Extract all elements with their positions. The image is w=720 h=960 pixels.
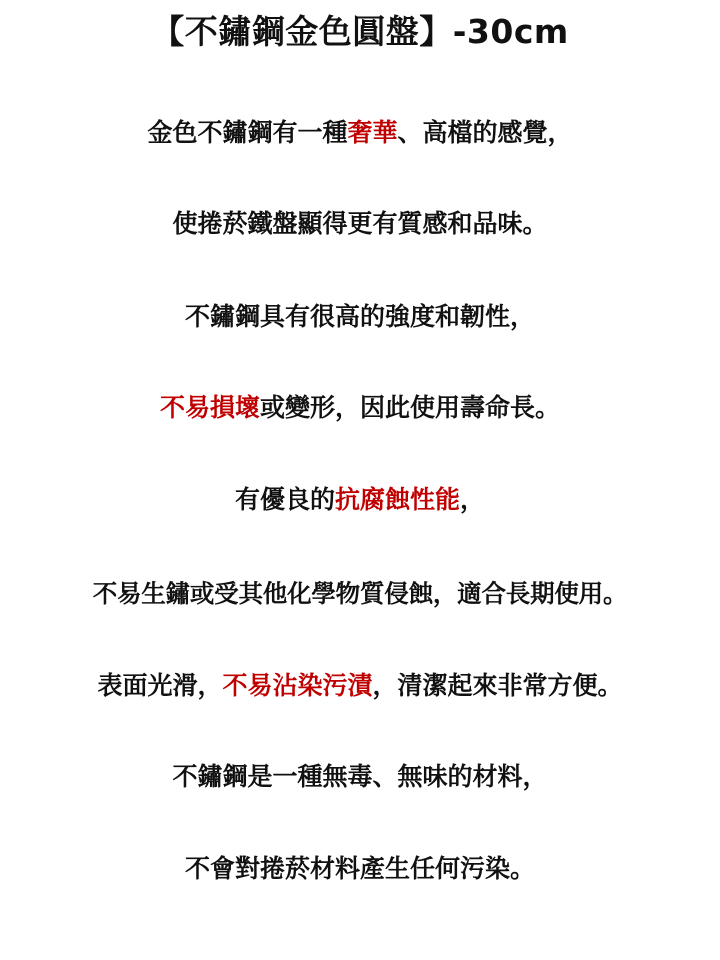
line-7-segment-1: 表面光滑， bbox=[97, 671, 223, 700]
line-7-highlight-stain: 不易沾染污漬 bbox=[222, 671, 373, 700]
line-1-highlight-luxury: 奢華 bbox=[347, 118, 398, 147]
description-line-3 bbox=[0, 299, 720, 335]
line-7-segment-3: ，清潔起來非常方便。 bbox=[372, 671, 623, 700]
line-6-segment-1: 不易生鏽或受其他化學物質侵蝕，適合長期使用。 bbox=[92, 579, 628, 608]
line-4-segment-2: 或變形，因此使用壽命長。 bbox=[260, 393, 561, 422]
line-3-segment-1: 不鏽鋼具有很高的強度和韌性， bbox=[184, 302, 535, 331]
description-line-7 bbox=[0, 668, 720, 704]
page-title: 【不鏽鋼金色圓盤】-30cm bbox=[151, 12, 569, 51]
line-5-highlight-corrosion: 抗腐蝕性能 bbox=[334, 485, 460, 514]
line-9-segment-1: 不會對捲菸材料產生任何污染。 bbox=[184, 854, 535, 883]
line-4-highlight-durable: 不易損壞 bbox=[159, 393, 260, 422]
line-1-segment-3: 、高檔的感覺， bbox=[397, 118, 573, 147]
description-line-8 bbox=[0, 759, 720, 795]
line-8-segment-1: 不鏽鋼是一種無毒、無味的材料， bbox=[172, 762, 548, 791]
description-line-4 bbox=[0, 390, 720, 426]
line-2-segment-1: 使捲菸鐵盤顯得更有質感和品味。 bbox=[172, 209, 548, 238]
description-line-9 bbox=[0, 851, 720, 887]
line-5-segment-3: ， bbox=[460, 485, 486, 514]
description-line-5 bbox=[0, 482, 720, 518]
description-line-2 bbox=[0, 206, 720, 242]
description-line-1 bbox=[0, 115, 720, 151]
line-1-segment-1: 金色不鏽鋼有一種 bbox=[147, 118, 348, 147]
description-line-6 bbox=[0, 576, 720, 612]
line-5-segment-1: 有優良的 bbox=[234, 485, 335, 514]
